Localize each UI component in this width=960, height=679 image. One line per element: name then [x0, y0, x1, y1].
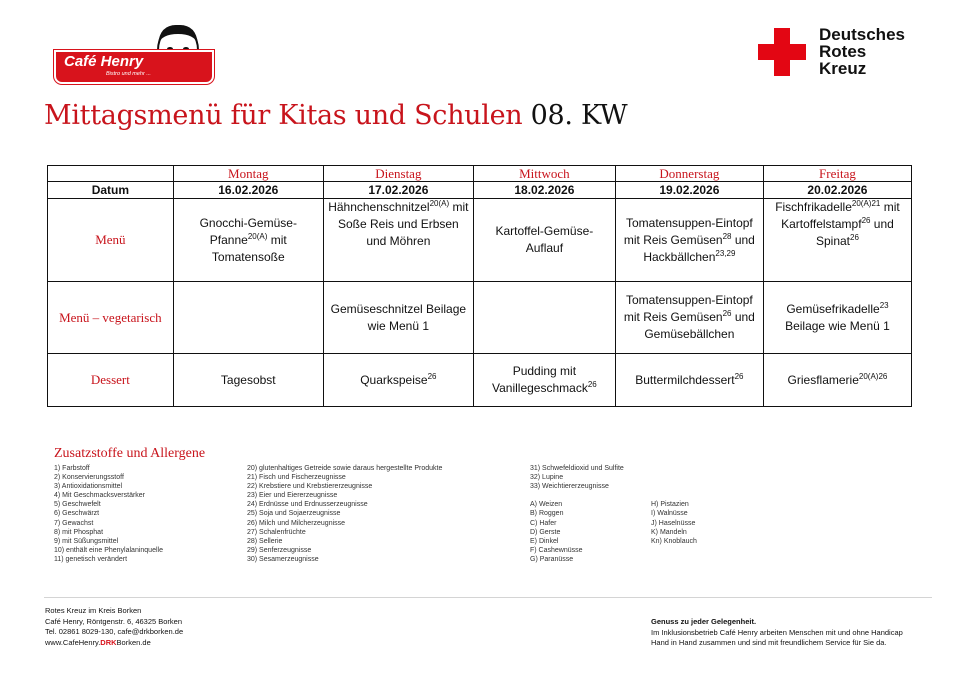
cafe-henry-logo — [54, 22, 214, 84]
date-cell: 20.02.2026 — [763, 182, 911, 199]
footer-phone-email[interactable]: Tel. 02861 8029-130, cafe@drkborken.de — [45, 627, 184, 636]
page-title — [44, 100, 627, 131]
date-cell: 17.02.2026 — [323, 182, 473, 199]
day-header: Montag — [173, 166, 323, 182]
additive-item: 4) Mit Geschmacksverstärker — [54, 492, 146, 500]
allergen-code: 20(A) — [247, 231, 268, 241]
dish-text: und Hackbällchen — [643, 232, 755, 264]
allergen-item: 29) Senferzeugnisse — [247, 546, 312, 554]
additive-item: 5) Geschwefelt — [54, 501, 101, 509]
menu-cell-wed: Kartoffel-Gemüse-Auflauf — [473, 199, 615, 282]
dish-text: und Gemüsebällchen — [644, 310, 755, 341]
footer-divider — [44, 597, 932, 598]
allergen-item: 27) Schalenfrüchte — [247, 528, 306, 536]
additive-item: 3) Antioxidationsmittel — [54, 483, 123, 491]
allergen-item: 24) Erdnüsse und Erdnusserzeugnisse — [247, 501, 368, 509]
row-label-dessert: Dessert — [48, 354, 174, 407]
allergen-code: 26 — [850, 233, 859, 242]
allergen-item: C) Hafer — [530, 519, 557, 527]
dessert-cell-fri — [763, 354, 911, 407]
allergen-item: 23) Eier und Eiererzeugnisse — [247, 492, 338, 500]
allergen-item: 33) Weichtiererzeugnisse — [530, 483, 609, 491]
dish-text: Buttermilchdessert — [635, 372, 735, 387]
allergen-code: 26 — [427, 371, 437, 381]
allergen-code: 20(A)21 — [851, 199, 881, 208]
allergen-item: 26) Milch und Milcherzeugnisse — [247, 519, 346, 527]
day-header: Freitag — [763, 166, 911, 182]
additives-list-3 — [530, 464, 624, 564]
allergen-item: B) Roggen — [530, 510, 564, 518]
veg-cell-tue: Gemüseschnitzel Beilage wie Menü 1 — [323, 282, 473, 354]
cafe-name: Café Henry — [64, 53, 144, 70]
allergen-code: 20(A) — [429, 199, 450, 208]
additive-item: 6) Geschwärzt — [54, 510, 100, 518]
day-header: Dienstag — [323, 166, 473, 182]
cafe-subtitle: Bistro und mehr ... — [106, 71, 151, 77]
row-label-vegetarian: Menü – vegetarisch — [48, 282, 174, 354]
veg-cell-wed — [473, 282, 615, 354]
dish-text: Hähnchenschnitzel — [328, 200, 430, 214]
allergen-code: 26 — [861, 216, 871, 225]
additive-item: 1) Farbstoff — [54, 465, 90, 472]
allergen-item: Kn) Knoblauch — [651, 537, 697, 545]
website-part: DRK — [100, 637, 117, 647]
drk-logo — [758, 26, 918, 80]
dish-text: und Spinat — [815, 217, 894, 248]
dessert-cell-mon: Tagesobst — [173, 354, 323, 407]
footer-org: Rotes Kreuz im Kreis Borken — [45, 606, 142, 615]
additive-item: 2) Konservierungsstoff — [54, 474, 124, 482]
allergen-item: 21) Fisch und Fischerzeugnisse — [247, 474, 346, 482]
menu-cell-fri — [763, 199, 911, 282]
dessert-row — [48, 354, 912, 407]
allergen-item: K) Mandeln — [651, 528, 687, 536]
allergen-item: A) Weizen — [530, 501, 563, 509]
footer-text: Hand in Hand zusammen und sind mit freundlichem Service für Sie da. — [651, 638, 887, 647]
allergen-code: 23 — [879, 300, 889, 310]
additives-list-2 — [247, 464, 442, 564]
dish-text: Pudding mit Vanillegeschmack — [492, 364, 588, 395]
title-main: Mittagsmenü für Kitas und Schulen — [44, 100, 523, 131]
additives-list-4 — [651, 500, 697, 545]
additive-item: 8) mit Phosphat — [54, 528, 104, 536]
footer-slogan: Genuss zu jeder Gelegenheit. — [651, 617, 757, 626]
corner-cell — [48, 166, 174, 182]
dish-text: Gemüsefrikadelle — [786, 301, 880, 316]
allergen-item: H) Pistazien — [651, 501, 689, 509]
allergen-item: 22) Krebstiere und Krebstiererzeugnisse — [247, 483, 373, 491]
veg-cell-thu — [615, 282, 763, 354]
dish-text: Quarkspeise — [360, 372, 428, 387]
additive-item: 10) enthält eine Phenylalaninquelle — [54, 546, 163, 554]
allergen-item: F) Cashewnüsse — [530, 546, 583, 554]
date-cell: 19.02.2026 — [615, 182, 763, 199]
allergen-item: 31) Schwefeldioxid und Sulfite — [530, 465, 624, 472]
drk-line-3: Kreuz — [819, 59, 867, 78]
footer-slogan-block — [651, 617, 903, 649]
dish-text: Beilage wie Menü 1 — [785, 318, 890, 333]
allergen-spacer — [530, 491, 624, 500]
dish-text: Gnocchi-Gemüse-Pfanne — [199, 215, 297, 247]
allergen-item: 25) Soja und Sojaerzeugnisse — [247, 510, 341, 518]
date-cell: 18.02.2026 — [473, 182, 615, 199]
allergen-code: 26 — [587, 380, 597, 389]
day-header: Mittwoch — [473, 166, 615, 182]
allergen-item: E) Dinkel — [530, 537, 559, 545]
menu-table — [47, 165, 912, 407]
website-part: Borken.de — [116, 637, 151, 647]
row-label-menu: Menü — [48, 199, 174, 282]
date-label: Datum — [48, 182, 174, 199]
additives-title: Zusatzstoffe und Allergene — [54, 446, 206, 461]
day-header: Donnerstag — [615, 166, 763, 182]
allergen-code: 28 — [722, 231, 732, 241]
drk-wordmark — [819, 26, 905, 77]
dish-text: Griesflamerie — [787, 372, 859, 387]
dish-text: mit Soße Reis und Erbsen und Möhren — [337, 200, 469, 248]
menu-cell-tue — [323, 199, 473, 282]
dessert-cell-tue — [323, 354, 473, 407]
dessert-cell-thu — [615, 354, 763, 407]
vegetarian-row — [48, 282, 912, 354]
allergen-item: G) Paranüsse — [530, 555, 574, 563]
allergen-item: 20) glutenhaltiges Getreide sowie daraus hergestellte Produkte — [247, 465, 443, 472]
drk-line-2: Rotes — [819, 42, 867, 61]
menu-cell-mon — [173, 199, 323, 282]
additives-list-1 — [54, 464, 163, 564]
allergen-code: 20(A)26 — [858, 371, 888, 381]
dish-text: Fischfrikadelle — [775, 200, 852, 214]
dish-text: Tomatensuppen-Eintopf mit Reis Gemüsen — [623, 293, 753, 324]
title-week: 08. KW — [530, 100, 628, 131]
allergen-code: 26 — [722, 309, 732, 318]
additive-item: 9) mit Süßungsmittel — [54, 537, 119, 545]
menu-cell-thu — [615, 199, 763, 282]
footer-website[interactable] — [45, 638, 183, 649]
additive-item: 7) Gewachst — [54, 519, 94, 527]
allergen-item: I) Walnüsse — [651, 510, 688, 518]
allergen-item: 32) Lupine — [530, 474, 564, 482]
allergen-code: 26 — [734, 371, 744, 381]
additive-item: 11) genetisch verändert — [54, 555, 128, 563]
veg-cell-fri — [763, 282, 911, 354]
allergen-item: 30) Sesamerzeugnisse — [247, 555, 319, 563]
dish-text: Tomatensuppen-Eintopf mit Reis Gemüsen — [623, 215, 753, 247]
day-header-row — [48, 166, 912, 182]
red-cross-icon — [758, 28, 806, 76]
allergen-item: D) Gerste — [530, 528, 561, 536]
dish-text: mit Kartoffelstampf — [781, 200, 900, 231]
drk-line-1: Deutsches — [819, 25, 905, 44]
footer-contact — [45, 606, 183, 648]
allergen-code: 23,29 — [715, 248, 736, 258]
allergen-item: 28) Sellerie — [247, 537, 283, 545]
menu-row — [48, 199, 912, 282]
allergen-item: J) Haselnüsse — [651, 519, 696, 527]
date-row — [48, 182, 912, 199]
cafe-henry-badge — [54, 50, 214, 84]
veg-cell-mon — [173, 282, 323, 354]
date-cell: 16.02.2026 — [173, 182, 323, 199]
website-part: www.CafeHenry. — [45, 637, 101, 647]
dish-text: mit Tomatensoße — [211, 232, 287, 264]
footer-text: Im Inklusionsbetrieb Café Henry arbeiten Menschen mit und ohne Handicap — [651, 627, 903, 637]
dessert-cell-wed — [473, 354, 615, 407]
footer-address: Café Henry, Röntgenstr. 6, 46325 Borken — [45, 616, 183, 626]
